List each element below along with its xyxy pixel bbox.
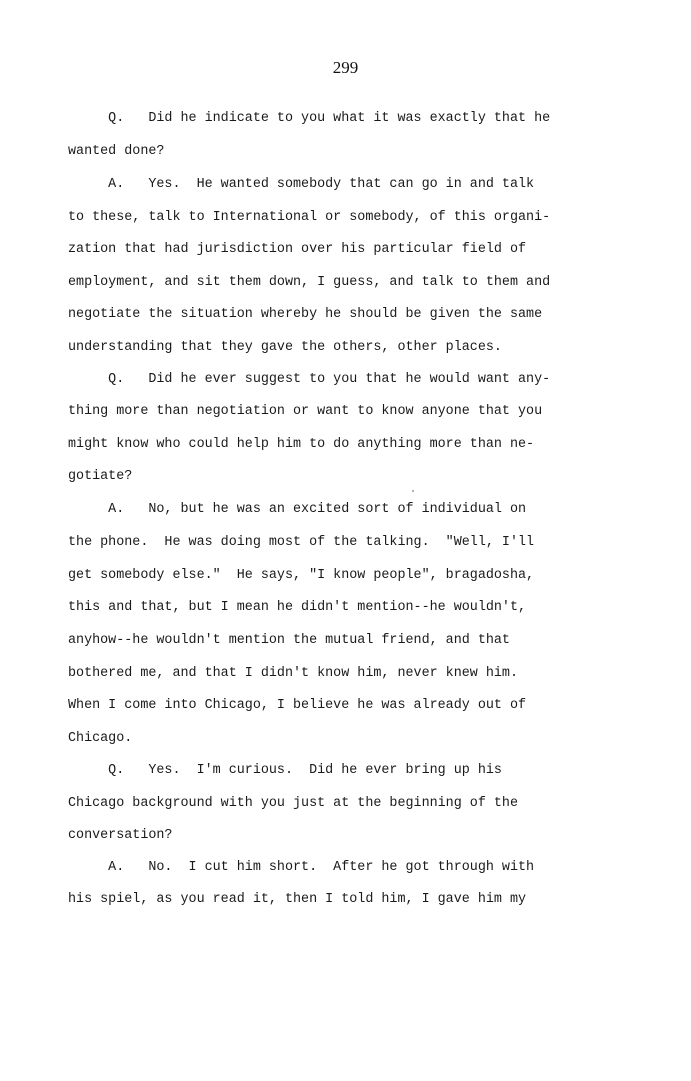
transcript-line: conversation? bbox=[68, 828, 173, 843]
transcript-line: A. Yes. He wanted somebody that can go in and talk bbox=[68, 177, 535, 192]
transcript-line: When I come into Chicago, I believe he was already out of bbox=[68, 698, 527, 713]
transcript-line: Q. Did he indicate to you what it was exactly that he bbox=[68, 111, 551, 126]
page-number: 299 bbox=[332, 58, 359, 77]
transcript-line: the phone. He was doing most of the talking. "Well, I'll bbox=[68, 535, 535, 550]
transcript-line: gotiate? bbox=[68, 469, 133, 484]
transcript-line: this and that, but I mean he didn't mention--he wouldn't, bbox=[68, 600, 527, 615]
transcript-line: A. No. I cut him short. After he got through with bbox=[68, 860, 535, 875]
transcript-line: understanding that they gave the others, other places. bbox=[68, 340, 502, 355]
transcript-line: employment, and sit them down, I guess, and talk to them and bbox=[68, 275, 551, 290]
transcript-line: negotiate the situation whereby he should be given the same bbox=[68, 307, 543, 322]
transcript-line: his spiel, as you read it, then I told him, I gave him my bbox=[68, 892, 527, 907]
transcript-line: bothered me, and that I didn't know him, never knew him. bbox=[68, 666, 518, 681]
transcript-line: to these, talk to International or somebody, of this organi- bbox=[68, 210, 551, 225]
transcript-line: get somebody else." He says, "I know people", bragadosha, bbox=[68, 568, 535, 583]
transcript-line: zation that had jurisdiction over his particular field of bbox=[68, 242, 527, 257]
transcript-line: thing more than negotiation or want to know anyone that you bbox=[68, 404, 543, 419]
transcript-line: Chicago. bbox=[68, 731, 133, 746]
transcript-line: anyhow--he wouldn't mention the mutual friend, and that bbox=[68, 633, 510, 648]
scan-speck bbox=[412, 490, 414, 492]
transcript-line: wanted done? bbox=[68, 144, 165, 159]
transcript-line: might know who could help him to do anything more than ne- bbox=[68, 437, 535, 452]
transcript-line: Q. Yes. I'm curious. Did he ever bring up his bbox=[68, 763, 502, 778]
transcript-line: Chicago background with you just at the beginning of the bbox=[68, 796, 518, 811]
transcript-line: A. No, but he was an excited sort of individual on bbox=[68, 502, 527, 517]
transcript-line: Q. Did he ever suggest to you that he would want any- bbox=[68, 372, 551, 387]
